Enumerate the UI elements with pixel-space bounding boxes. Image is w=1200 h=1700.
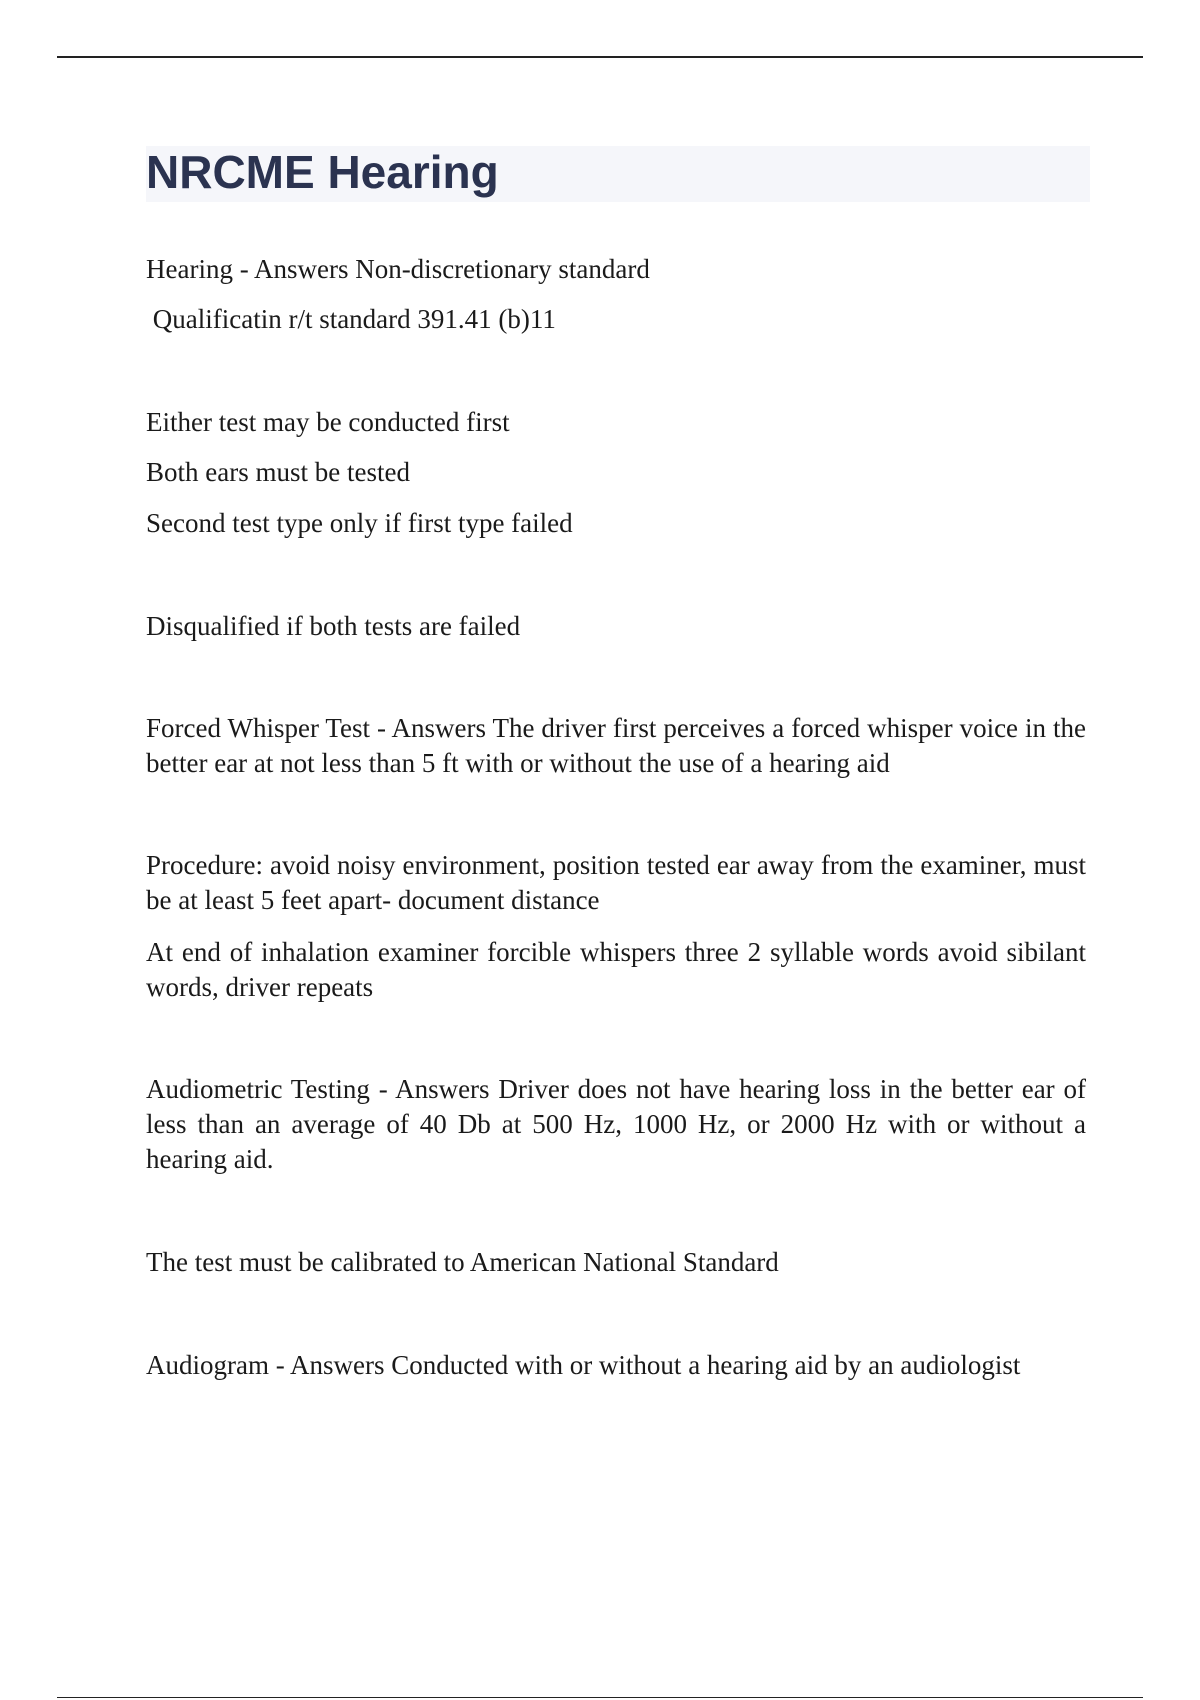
paragraph-second-test: Second test type only if first type failed [146,508,573,538]
paragraph-both-ears: Both ears must be tested [146,457,410,487]
paragraph-either-test: Either test may be conducted first [146,407,510,437]
top-rule [57,56,1143,58]
paragraph-audiogram: Audiogram - Answers Conducted with or without a hearing aid by an audiologist [146,1350,1021,1380]
paragraph-hearing: Hearing - Answers Non-discretionary standard [146,254,650,284]
paragraph-audiometric: Audiometric Testing - Answers Driver does not have hearing loss in the better ear of less than an average of 40 Db at 500 Hz, 1000 Hz, or 2000 Hz with or without a hearing aid. [146,1074,1086,1174]
paragraph-procedure: Procedure: avoid noisy environment, position tested ear away from the examiner, must be at least 5 feet apart- document distance [146,850,1086,915]
document-title: NRCME Hearing [146,146,499,198]
paragraph-calibrated: The test must be calibrated to American National Standard [146,1247,779,1277]
paragraph-forced-whisper: Forced Whisper Test - Answers The driver first perceives a forced whisper voice in the better ear at not less than 5 ft with or without the use of a hearing aid [146,713,1086,778]
paragraph-inhalation: At end of inhalation examiner forcible whispers three 2 syllable words avoid sibilant words, driver repeats [146,937,1086,1002]
paragraph-qualification: Qualificatin r/t standard 391.41 (b)11 [146,304,556,334]
paragraph-disqualified: Disqualified if both tests are failed [146,611,521,641]
bottom-rule [57,1697,1143,1698]
